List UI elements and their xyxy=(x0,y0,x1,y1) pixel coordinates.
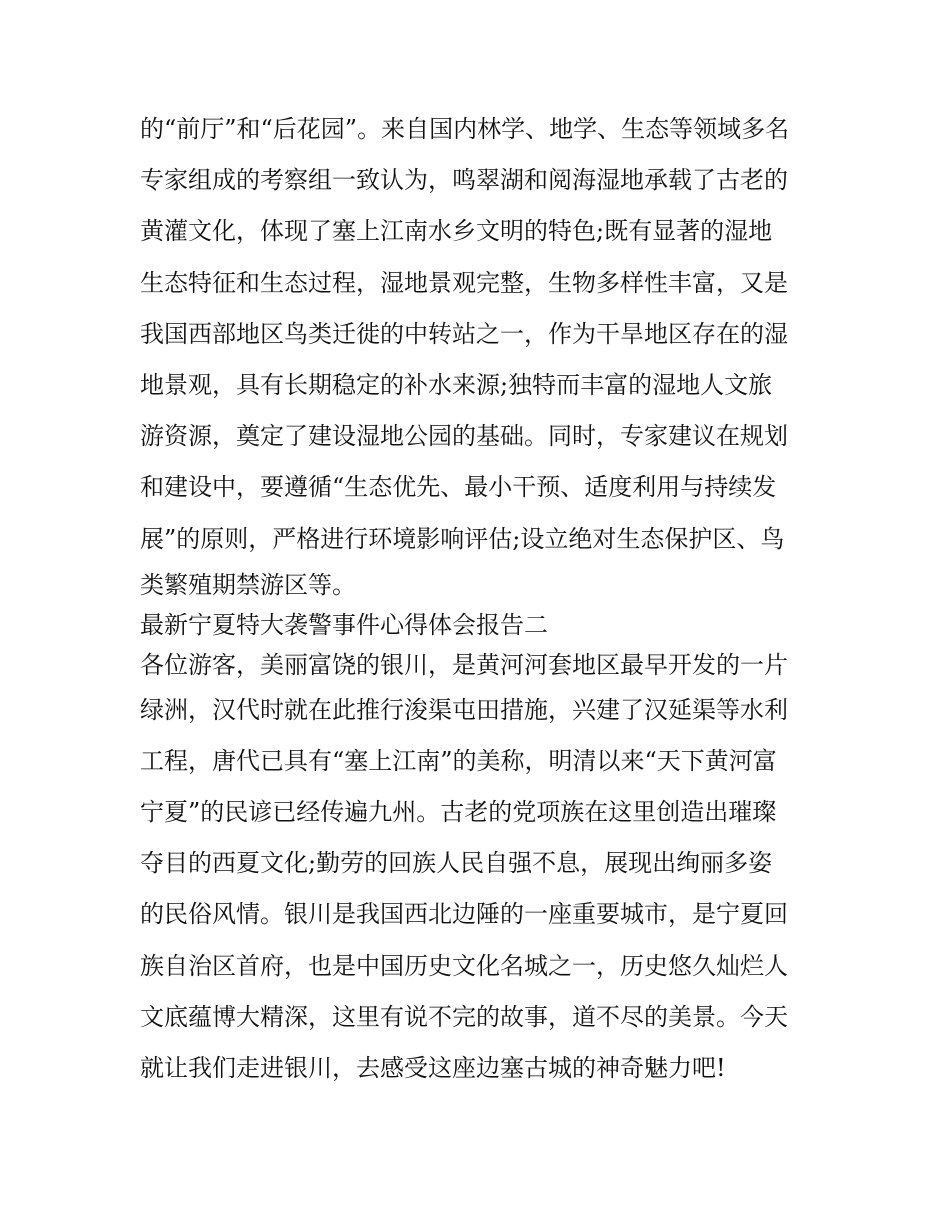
paragraph-yinchuan-intro xyxy=(140,645,820,1095)
text-line: 工程，唐代已具有“塞上江南”的美称，明清以来“天下黄河富 xyxy=(140,746,777,775)
text-line: 就让我们走进银川，去感受这座边塞古城的神奇魅力吧! xyxy=(140,1054,726,1082)
text-line: 的“前厅”和“后花园”。来自国内林学、地学、生态等领域多名 xyxy=(140,115,790,143)
text-line: 专家组成的考察组一致认为，鸣翠湖和阅海湿地承载了古老的 xyxy=(140,166,788,195)
text-line: 夺目的西夏文化;勤劳的回族人民自强不息，展现出绚丽多姿 xyxy=(140,849,773,878)
text-line: 宁夏”的民谚已经传遍九州。古老的党项族在这里创造出璀璨 xyxy=(140,798,777,827)
text-line: 黄灌文化，体现了塞上江南水乡文明的特色;既有显著的湿地 xyxy=(140,217,773,246)
document-body xyxy=(140,104,820,1094)
text-line: 游资源，奠定了建设湿地公园的基础。同时，专家建议在规划 xyxy=(140,422,788,451)
text-line: 展”的原则，严格进行环境影响评估;设立绝对生态保护区、鸟 xyxy=(140,524,785,553)
text-line: 族自治区首府，也是中国历史文化名城之一，历史悠久灿烂人 xyxy=(140,951,788,980)
text-line: 各位游客，美丽富饶的银川，是黄河河套地区最早开发的一片 xyxy=(140,650,788,679)
text-line: 我国西部地区鸟类迁徙的中转站之一，作为干旱地区存在的湿 xyxy=(140,319,788,348)
text-line: 的民俗风情。银川是我国西北边陲的一座重要城市，是宁夏回 xyxy=(140,900,788,929)
paragraph-wetland-park xyxy=(140,104,820,605)
text-line: 类繁殖期禁游区等。 xyxy=(140,570,356,599)
text-line: 绿洲，汉代时就在此推行浚渠屯田措施，兴建了汉延渠等水利 xyxy=(140,695,788,724)
text-line: 地景观，具有长期稳定的补水来源;独特而丰富的湿地人文旅 xyxy=(140,370,773,399)
section-heading: 最新宁夏特大袭警事件心得体会报告二 xyxy=(140,610,548,639)
text-line: 文底蕴博大精深，这里有说不完的故事，道不尽的美景。今天 xyxy=(140,1002,788,1031)
text-line: 和建设中，要遵循“生态优先、最小干预、适度利用与持续发 xyxy=(140,473,777,502)
text-line: 生态特征和生态过程，湿地景观完整，生物多样性丰富，又是 xyxy=(140,268,788,297)
